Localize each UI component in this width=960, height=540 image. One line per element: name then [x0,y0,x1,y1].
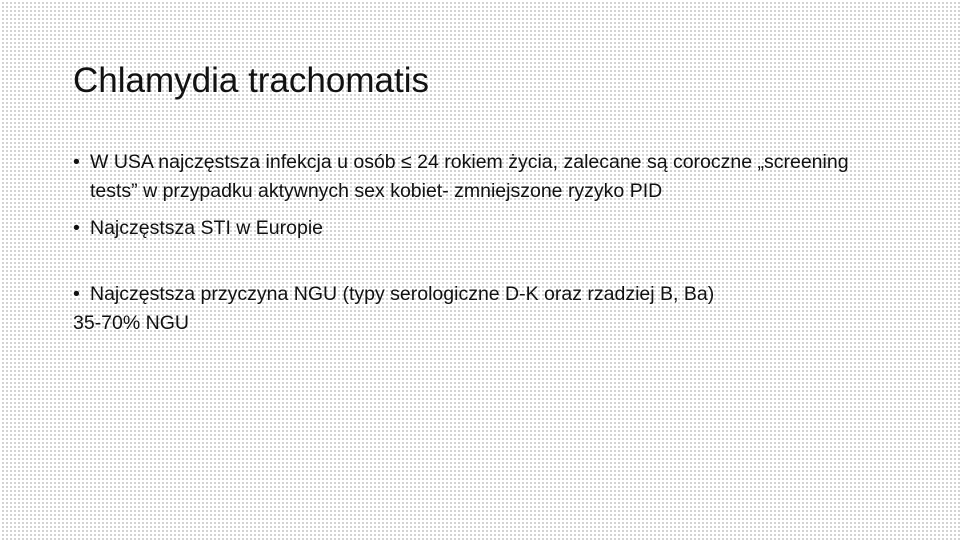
bullet-dot-icon: • [73,217,80,239]
bullet-text: Najczęstsza STI w Europie [90,217,324,239]
slide-title: Chlamydia trachomatis [73,61,429,100]
bullet-item [73,280,903,309]
bullet-dot-icon: • [73,283,80,305]
bullet-item [73,148,850,206]
bullet-text: W USA najczęstsza infekcja u osób ≤ 24 rokiem życia, zalecane są coroczne „screening tests” w przypadku aktywnych sex kobiet- zmniejszone ryzyko PID [90,151,849,202]
bullet-list [73,148,903,338]
continuation-text: 35-70% NGU [73,312,189,334]
bullet-text: Najczęstsza przyczyna NGU (typy serologiczne D-K oraz rzadziej B, Ba) [90,283,715,305]
bullet-item [73,214,903,243]
bullet-dot-icon: • [73,151,80,173]
